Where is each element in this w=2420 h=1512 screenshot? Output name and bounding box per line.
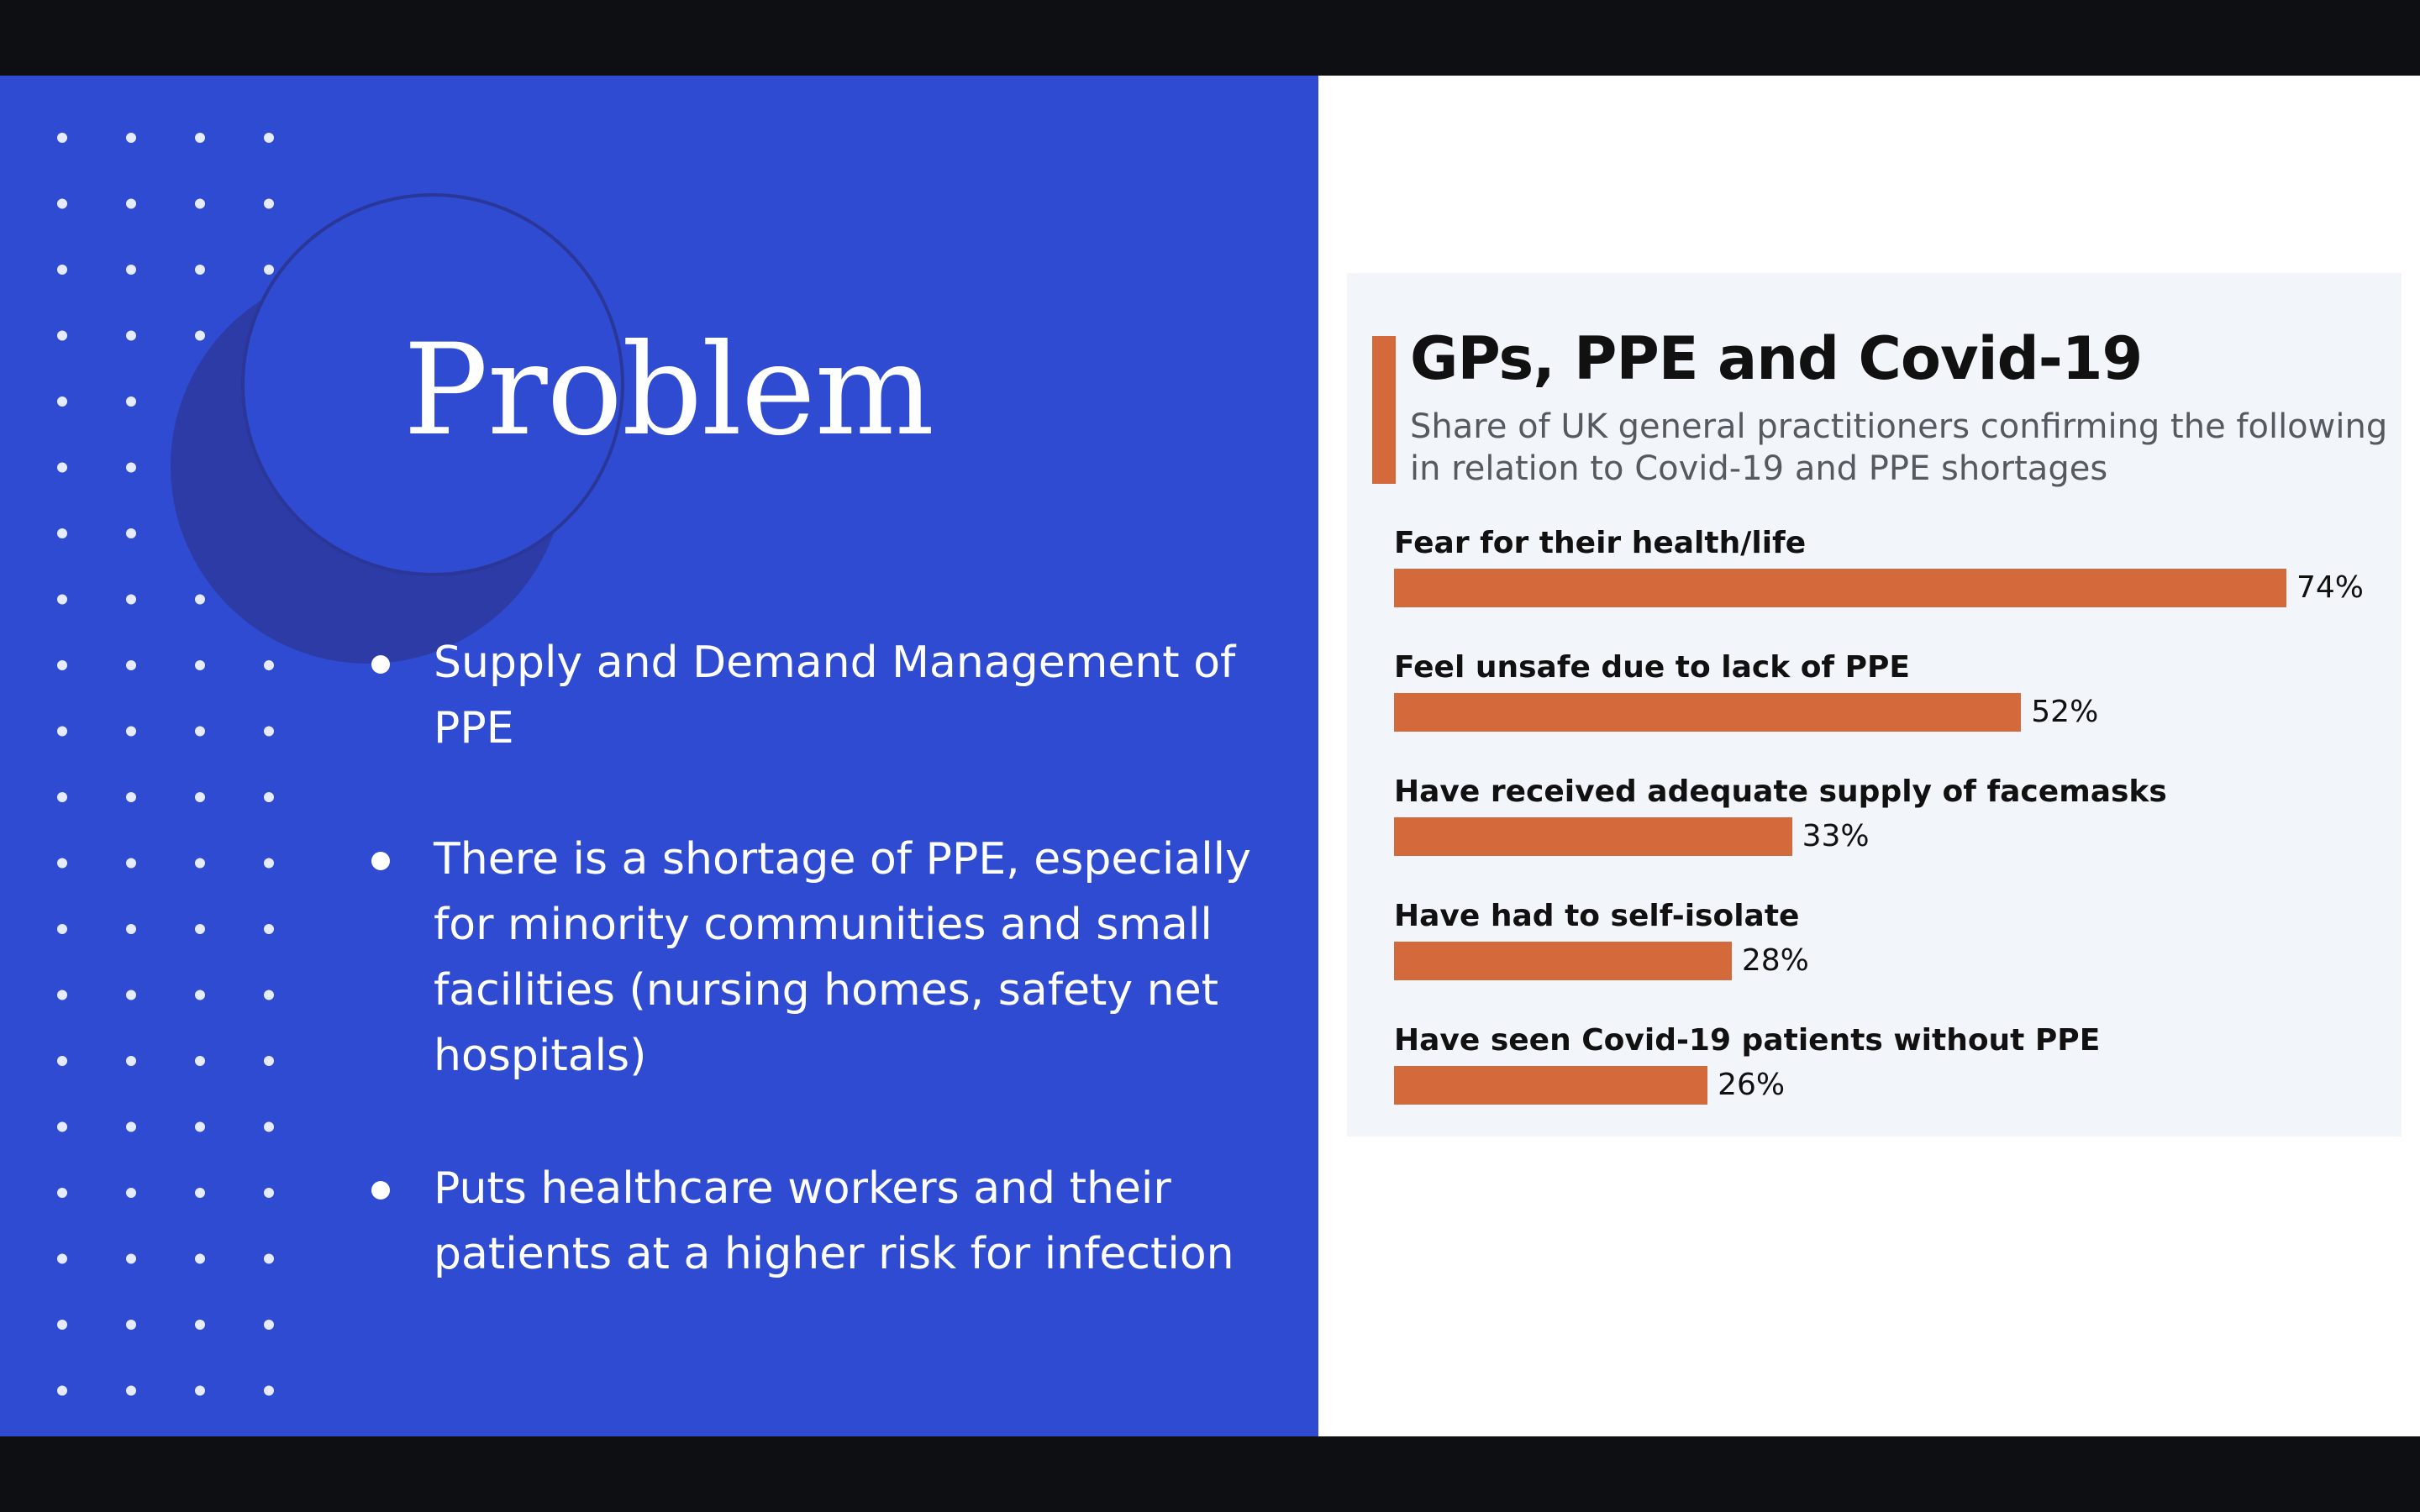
pattern-dot: [195, 990, 205, 1000]
pattern-dot: [195, 727, 205, 737]
pattern-dot: [264, 660, 274, 670]
slide-title: Problem: [403, 318, 934, 464]
value-label: 33%: [1802, 819, 1870, 853]
pattern-dot: [264, 1188, 274, 1198]
pattern-dot: [126, 595, 136, 605]
pattern-dot: [57, 1386, 67, 1396]
pattern-dot: [126, 660, 136, 670]
pattern-dot: [195, 1320, 205, 1330]
pattern-dot: [126, 727, 136, 737]
bullet-text: There is a shortage of PPE, especially for minority communities and small facilities (nursing homes, safety net hospitals): [434, 834, 1251, 1081]
pattern-dot: [57, 1056, 67, 1066]
pattern-dot: [264, 1320, 274, 1330]
pattern-dot: [195, 1386, 205, 1396]
pattern-dot: [57, 660, 67, 670]
value-label: 74%: [2296, 570, 2365, 605]
pattern-dot: [195, 1254, 205, 1264]
bar: [1394, 942, 1732, 980]
bar: [1394, 1066, 1707, 1105]
pattern-dot: [57, 528, 67, 538]
chart-subtitle: Share of UK general practitioners confirming the following in relation to Covid-19 and PPE shortages: [1410, 407, 2388, 488]
pattern-dot: [264, 990, 274, 1000]
pattern-dot: [264, 1122, 274, 1132]
chart-card: [1347, 273, 2402, 1137]
pattern-dot: [195, 660, 205, 670]
pattern-dot: [57, 858, 67, 869]
pattern-dot: [126, 924, 136, 934]
value-label: 52%: [2031, 695, 2099, 729]
pattern-dot: [264, 133, 274, 143]
pattern-dot: [195, 595, 205, 605]
bar: [1394, 569, 2286, 607]
pattern-dot: [195, 331, 205, 341]
pattern-dot: [126, 792, 136, 802]
chart-title: GPs, PPE and Covid-19: [1410, 324, 2143, 393]
bullet-dot-icon: [371, 655, 390, 674]
pattern-dot: [264, 1056, 274, 1066]
letterbox-top: [0, 0, 2420, 76]
pattern-dot: [57, 1320, 67, 1330]
bullet-dot-icon: [371, 852, 390, 870]
pattern-dot: [195, 265, 205, 275]
pattern-dot: [57, 396, 67, 407]
bullet-text: Supply and Demand Management of PPE: [434, 638, 1236, 753]
category-label: Have received adequate supply of facemasks: [1394, 774, 2167, 809]
pattern-dot: [57, 199, 67, 209]
pattern-dot: [126, 463, 136, 473]
pattern-dot: [126, 1188, 136, 1198]
pattern-dot: [195, 924, 205, 934]
pattern-dot: [126, 1122, 136, 1132]
title-accent-bar: [1372, 336, 1396, 484]
left-panel: [0, 76, 1318, 1436]
pattern-dot: [264, 924, 274, 934]
pattern-dot: [57, 133, 67, 143]
pattern-dot: [264, 792, 274, 802]
pattern-dot: [195, 133, 205, 143]
pattern-dot: [57, 265, 67, 275]
pattern-dot: [126, 199, 136, 209]
pattern-dot: [126, 133, 136, 143]
dot-pattern: [0, 76, 286, 1436]
value-label: 26%: [1718, 1068, 1786, 1102]
pattern-dot: [126, 1320, 136, 1330]
pattern-dot: [126, 331, 136, 341]
bar: [1394, 817, 1792, 856]
pattern-dot: [57, 990, 67, 1000]
pattern-dot: [264, 265, 274, 275]
pattern-dot: [195, 858, 205, 869]
letterbox-bottom: [0, 1436, 2420, 1512]
pattern-dot: [126, 528, 136, 538]
pattern-dot: [126, 858, 136, 869]
pattern-dot: [57, 1254, 67, 1264]
bar: [1394, 693, 2021, 732]
pattern-dot: [264, 199, 274, 209]
pattern-dot: [195, 1188, 205, 1198]
pattern-dot: [264, 727, 274, 737]
category-label: Fear for their health/life: [1394, 526, 1807, 560]
pattern-dot: [57, 924, 67, 934]
category-label: Have had to self-isolate: [1394, 899, 1800, 933]
pattern-dot: [57, 792, 67, 802]
pattern-dot: [126, 265, 136, 275]
pattern-dot: [126, 1254, 136, 1264]
pattern-dot: [57, 727, 67, 737]
pattern-dot: [195, 792, 205, 802]
pattern-dot: [195, 1122, 205, 1132]
pattern-dot: [264, 1254, 274, 1264]
pattern-dot: [57, 1122, 67, 1132]
pattern-dot: [57, 595, 67, 605]
pattern-dot: [264, 858, 274, 869]
pattern-dot: [195, 1056, 205, 1066]
pattern-dot: [126, 396, 136, 407]
pattern-dot: [57, 463, 67, 473]
pattern-dot: [264, 1386, 274, 1396]
pattern-dot: [57, 1188, 67, 1198]
pattern-dot: [126, 990, 136, 1000]
presentation-slide: [0, 76, 2420, 1436]
value-label: 28%: [1741, 943, 1809, 978]
pattern-dot: [195, 199, 205, 209]
pattern-dot: [126, 1056, 136, 1066]
bullet-dot-icon: [371, 1181, 390, 1200]
pattern-dot: [126, 1386, 136, 1396]
category-label: Feel unsafe due to lack of PPE: [1394, 650, 1910, 685]
pattern-dot: [57, 331, 67, 341]
category-label: Have seen Covid-19 patients without PPE: [1394, 1023, 2101, 1058]
bullet-text: Puts healthcare workers and their patients at a higher risk for infection: [434, 1163, 1234, 1279]
